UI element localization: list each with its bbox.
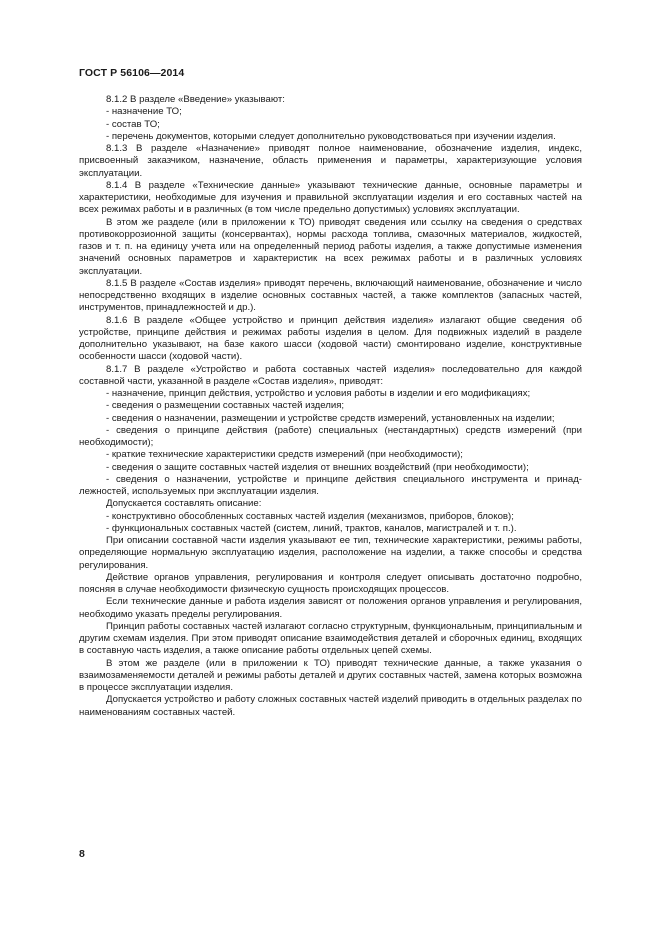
paragraph: 8.1.3 В разделе «Назначение» приводят полное наименование, обозначение изделия, индекс, присвоенный заказчиком, назначение, область применения и параметры, характеризующие условия эксплуатации. <box>79 143 582 179</box>
paragraph: 8.1.6 В разделе «Общее устройство и принцип действия изделия» излагают общие сведения об устройстве, принципе действия и режимах работы изделия в целом. Для подвижных изделий в разделе дополнительно указывают, на базе какого шасси (ходовой части) смонтировано изделие, конструктивные особенности шасси (ходовой части). <box>79 314 582 363</box>
paragraph: Допускается составлять описание: <box>106 498 262 510</box>
list-item: - краткие технические характеристики средств измерений (при необходимости); <box>106 449 463 461</box>
list-item: - перечень документов, которыми следует дополнительно руководствоваться при изучении изделия. <box>106 130 556 142</box>
paragraph: В этом же разделе (или в приложении к ТО) приводят сведения или ссылку на сведения о средствах противокоррозионной защиты (консервантах), нормы расхода топлива, смазочных материалов, жидкостей, газов и т. п. на единицу учета или на определенный период работы изделия, а также допустимые изменения значений основных параметров и характеристик на всех режимах работы и в различных условиях эксплуатации. <box>79 216 582 277</box>
list-item: - сведения о защите составных частей изделия от внешних воздействий (при необходимости); <box>106 461 529 473</box>
list-item: - состав ТО; <box>106 118 160 130</box>
paragraph: 8.1.4 В разделе «Технические данные» указывают технические данные, основные параметры и характеристики, необходимые для изучения и правильной эксплуатации изделия и его составных частей на всех режимах работы и в различных (в том числе предельно допустимых) условиях эксплуатации. <box>79 179 582 216</box>
list-item: - сведения о назначении, размещении и устройстве средств измерений, установленных на изделии; <box>106 412 555 424</box>
list-item: - функциональных составных частей (систем, линий, трактов, каналов, магистралей и т. п.). <box>106 522 517 534</box>
list-item: - сведения о принципе действия (работе) специальных (нестандартных) средств измерений (при необходимости); <box>79 424 582 448</box>
paragraph: Действие органов управления, регулирования и контроля следует описывать достаточно подробно, поясняя в случае необходимости физическую сущность происходящих процессов. <box>79 571 582 595</box>
list-item: - сведения о размещении составных частей изделия; <box>106 400 345 412</box>
paragraph: 8.1.7 В разделе «Устройство и работа составных частей изделия» последовательно для каждой составной части, указанной в разделе «Состав изделия», приводят: <box>79 363 582 387</box>
list-item: - назначение ТО; <box>106 106 182 118</box>
page-number: 8 <box>79 848 85 860</box>
paragraph: При описании составной части изделия указывают ее тип, технические характеристики, режимы работы, определяющие нормальную эксплуатацию изделия, расположение на изделии, а также способы и средства регулирования. <box>79 535 582 571</box>
document-header: ГОСТ Р 56106—2014 <box>79 67 185 79</box>
paragraph: В этом же разделе (или в приложении к ТО) приводят технические данные, а также указания о взаимозаменяемости деталей и режимы работы деталей и других составных частей, замена которых возможна в процессе эксплуатации изделия. <box>79 657 582 693</box>
paragraph: 8.1.2 В разделе «Введение» указывают: <box>106 94 285 105</box>
list-item: - сведения о назначении, устройстве и принципе действия специального инструмента и принадлежностей, используемых при эксплуатации изделия. <box>79 473 582 497</box>
paragraph: 8.1.5 В разделе «Состав изделия» приводят перечень, включающий наименование, обозначение и число непосредственно входящих в изделие основных составных частей, а также комплектов (запасных частей, инструментов, принадлежностей и др.). <box>79 277 582 314</box>
paragraph: Принцип работы составных частей излагают согласно структурным, функциональным, принципиальным и другим схемам изделия. При этом приводят описание взаимодействия деталей и сборочных единиц, входящих в составную часть изделия, а также описание работы отдельных цепей схемы. <box>79 620 582 657</box>
document-body <box>79 94 582 719</box>
list-item: - конструктивно обособленных составных частей изделия (механизмов, приборов, блоков); <box>106 510 514 522</box>
paragraph: Допускается устройство и работу сложных составных частей изделий приводить в отдельных разделах по наименованиям составных частей. <box>79 694 582 718</box>
list-item: - назначение, принцип действия, устройство и условия работы в изделии и его модификациях; <box>106 388 531 399</box>
paragraph: Если технические данные и работа изделия зависят от положения органов управления и регулирования, необходимо указать пределы регулирования. <box>79 596 582 620</box>
